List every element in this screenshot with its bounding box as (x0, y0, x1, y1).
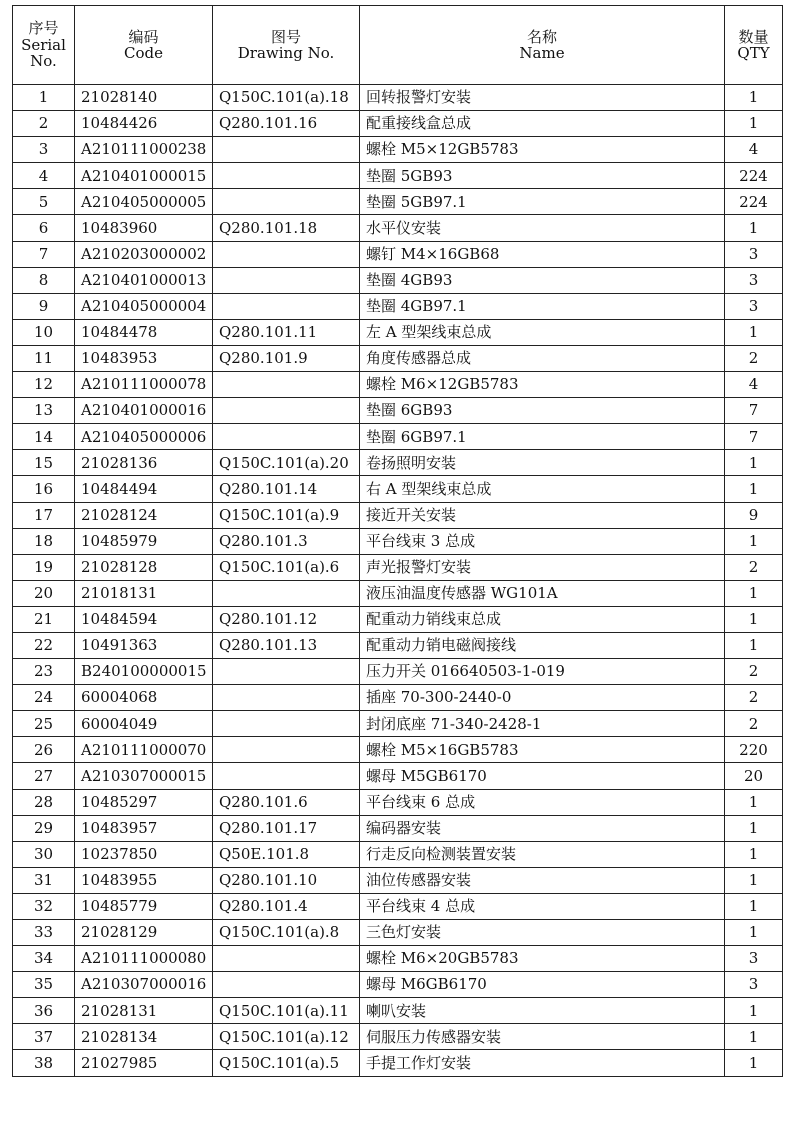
qty-cell: 1 (725, 1024, 783, 1050)
table-row (13, 398, 783, 424)
name-cell: 右 A 型架线束总成 (360, 476, 725, 502)
name-cell: 配重接线盒总成 (360, 111, 725, 137)
serial-cell: 6 (13, 215, 75, 241)
qty-cell: 1 (725, 580, 783, 606)
serial-cell: 29 (13, 815, 75, 841)
code-cell: 10483957 (75, 815, 213, 841)
code-cell: 10484478 (75, 319, 213, 345)
serial-cell: 31 (13, 867, 75, 893)
serial-cell: 1 (13, 85, 75, 111)
code-cell: 21028136 (75, 450, 213, 476)
name-cell: 垫圈 6GB97.1 (360, 424, 725, 450)
drawing-no-cell: Q280.101.3 (213, 528, 360, 554)
code-cell: 10483960 (75, 215, 213, 241)
qty-cell: 4 (725, 137, 783, 163)
table-row (13, 920, 783, 946)
table-row (13, 659, 783, 685)
code-cell: 21028134 (75, 1024, 213, 1050)
table-row (13, 476, 783, 502)
code-cell: 60004068 (75, 685, 213, 711)
drawing-no-cell: Q150C.101(a).5 (213, 1050, 360, 1076)
serial-cell: 7 (13, 241, 75, 267)
code-cell: 21028140 (75, 85, 213, 111)
drawing-no-cell (213, 189, 360, 215)
code-cell: A210405000004 (75, 293, 213, 319)
serial-cell: 32 (13, 893, 75, 919)
name-cell: 平台线束 3 总成 (360, 528, 725, 554)
drawing-no-cell (213, 659, 360, 685)
table-row (13, 946, 783, 972)
code-cell: A210405000006 (75, 424, 213, 450)
code-cell: A210111000080 (75, 946, 213, 972)
drawing-no-cell: Q150C.101(a).11 (213, 998, 360, 1024)
drawing-no-cell (213, 685, 360, 711)
code-cell: A210307000016 (75, 972, 213, 998)
header-serial: 序号 Serial No. (13, 6, 75, 85)
qty-cell: 1 (725, 815, 783, 841)
qty-cell: 3 (725, 946, 783, 972)
name-cell: 角度传感器总成 (360, 345, 725, 371)
name-cell: 压力开关 016640503-1-019 (360, 659, 725, 685)
table-row (13, 293, 783, 319)
drawing-no-cell (213, 580, 360, 606)
serial-cell: 16 (13, 476, 75, 502)
qty-cell: 2 (725, 659, 783, 685)
code-cell: 10483953 (75, 345, 213, 371)
qty-cell: 2 (725, 685, 783, 711)
code-cell: 10485297 (75, 789, 213, 815)
serial-cell: 22 (13, 632, 75, 658)
serial-cell: 17 (13, 502, 75, 528)
serial-cell: 11 (13, 345, 75, 371)
code-cell: 21018131 (75, 580, 213, 606)
serial-cell: 18 (13, 528, 75, 554)
qty-cell: 3 (725, 293, 783, 319)
name-cell: 声光报警灯安装 (360, 554, 725, 580)
name-cell: 螺母 M5GB6170 (360, 763, 725, 789)
name-cell: 螺栓 M5×12GB5783 (360, 137, 725, 163)
table-row (13, 815, 783, 841)
drawing-no-cell: Q280.101.13 (213, 632, 360, 658)
name-cell: 垫圈 4GB97.1 (360, 293, 725, 319)
table-row (13, 867, 783, 893)
serial-cell: 24 (13, 685, 75, 711)
table-row (13, 554, 783, 580)
serial-cell: 15 (13, 450, 75, 476)
drawing-no-cell (213, 737, 360, 763)
name-cell: 螺钉 M4×16GB68 (360, 241, 725, 267)
name-cell: 插座 70-300-2440-0 (360, 685, 725, 711)
name-cell: 垫圈 5GB93 (360, 163, 725, 189)
code-cell: A210111000238 (75, 137, 213, 163)
drawing-no-cell: Q150C.101(a).12 (213, 1024, 360, 1050)
name-cell: 行走反向检测装置安装 (360, 841, 725, 867)
serial-cell: 27 (13, 763, 75, 789)
table-row (13, 372, 783, 398)
serial-cell: 19 (13, 554, 75, 580)
code-cell: A210111000078 (75, 372, 213, 398)
code-cell: 10237850 (75, 841, 213, 867)
serial-cell: 34 (13, 946, 75, 972)
parts-table (12, 5, 783, 1077)
code-cell: A210111000070 (75, 737, 213, 763)
drawing-no-cell (213, 763, 360, 789)
table-row (13, 424, 783, 450)
name-cell: 垫圈 6GB93 (360, 398, 725, 424)
qty-cell: 1 (725, 867, 783, 893)
qty-cell: 3 (725, 972, 783, 998)
qty-cell: 3 (725, 267, 783, 293)
serial-cell: 3 (13, 137, 75, 163)
drawing-no-cell: Q150C.101(a).18 (213, 85, 360, 111)
qty-cell: 20 (725, 763, 783, 789)
drawing-no-cell: Q280.101.10 (213, 867, 360, 893)
name-cell: 平台线束 6 总成 (360, 789, 725, 815)
qty-cell: 4 (725, 372, 783, 398)
name-cell: 手提工作灯安装 (360, 1050, 725, 1076)
drawing-no-cell: Q280.101.6 (213, 789, 360, 815)
table-row (13, 345, 783, 371)
drawing-no-cell (213, 372, 360, 398)
qty-cell: 224 (725, 189, 783, 215)
table-row (13, 189, 783, 215)
code-cell: 10484494 (75, 476, 213, 502)
serial-cell: 12 (13, 372, 75, 398)
name-cell: 三色灯安装 (360, 920, 725, 946)
drawing-no-cell (213, 293, 360, 319)
table-row (13, 85, 783, 111)
serial-cell: 38 (13, 1050, 75, 1076)
qty-cell: 1 (725, 85, 783, 111)
serial-cell: 25 (13, 711, 75, 737)
qty-cell: 220 (725, 737, 783, 763)
serial-cell: 5 (13, 189, 75, 215)
name-cell: 编码器安装 (360, 815, 725, 841)
name-cell: 螺栓 M6×12GB5783 (360, 372, 725, 398)
code-cell: 10484426 (75, 111, 213, 137)
code-cell: A210401000013 (75, 267, 213, 293)
name-cell: 垫圈 4GB93 (360, 267, 725, 293)
code-cell: 21028129 (75, 920, 213, 946)
serial-cell: 33 (13, 920, 75, 946)
name-cell: 垫圈 5GB97.1 (360, 189, 725, 215)
name-cell: 螺母 M6GB6170 (360, 972, 725, 998)
drawing-no-cell (213, 424, 360, 450)
table-row (13, 632, 783, 658)
serial-cell: 8 (13, 267, 75, 293)
qty-cell: 1 (725, 450, 783, 476)
name-cell: 螺栓 M6×20GB5783 (360, 946, 725, 972)
code-cell: A210401000016 (75, 398, 213, 424)
table-row (13, 737, 783, 763)
serial-cell: 2 (13, 111, 75, 137)
code-cell: 21027985 (75, 1050, 213, 1076)
qty-cell: 1 (725, 893, 783, 919)
code-cell: 10483955 (75, 867, 213, 893)
qty-cell: 2 (725, 345, 783, 371)
table-row (13, 163, 783, 189)
code-cell: 60004049 (75, 711, 213, 737)
drawing-no-cell: Q280.101.4 (213, 893, 360, 919)
qty-cell: 2 (725, 554, 783, 580)
drawing-no-cell (213, 398, 360, 424)
table-row (13, 528, 783, 554)
name-cell: 油位传感器安装 (360, 867, 725, 893)
code-cell: 10485979 (75, 528, 213, 554)
qty-cell: 1 (725, 789, 783, 815)
qty-cell: 1 (725, 998, 783, 1024)
qty-cell: 7 (725, 398, 783, 424)
name-cell: 左 A 型架线束总成 (360, 319, 725, 345)
table-row (13, 1050, 783, 1076)
qty-cell: 1 (725, 319, 783, 345)
table-header (13, 6, 783, 85)
serial-cell: 4 (13, 163, 75, 189)
serial-cell: 37 (13, 1024, 75, 1050)
serial-cell: 13 (13, 398, 75, 424)
table-row (13, 711, 783, 737)
drawing-no-cell: Q150C.101(a).20 (213, 450, 360, 476)
code-cell: 21028128 (75, 554, 213, 580)
qty-cell: 1 (725, 920, 783, 946)
qty-cell: 1 (725, 111, 783, 137)
serial-cell: 36 (13, 998, 75, 1024)
drawing-no-cell (213, 946, 360, 972)
drawing-no-cell: Q150C.101(a).6 (213, 554, 360, 580)
drawing-no-cell (213, 163, 360, 189)
table-row (13, 580, 783, 606)
serial-cell: 30 (13, 841, 75, 867)
code-cell: A210405000005 (75, 189, 213, 215)
header-qty: 数量 QTY (725, 6, 783, 85)
serial-cell: 26 (13, 737, 75, 763)
table-row (13, 1024, 783, 1050)
table-row (13, 998, 783, 1024)
code-cell: 21028124 (75, 502, 213, 528)
drawing-no-cell (213, 711, 360, 737)
qty-cell: 1 (725, 841, 783, 867)
serial-cell: 9 (13, 293, 75, 319)
qty-cell: 1 (725, 632, 783, 658)
table-row (13, 319, 783, 345)
name-cell: 配重动力销线束总成 (360, 606, 725, 632)
code-cell: A210203000002 (75, 241, 213, 267)
qty-cell: 1 (725, 606, 783, 632)
qty-cell: 9 (725, 502, 783, 528)
qty-cell: 7 (725, 424, 783, 450)
name-cell: 螺栓 M5×16GB5783 (360, 737, 725, 763)
serial-cell: 21 (13, 606, 75, 632)
code-cell: B240100000015 (75, 659, 213, 685)
drawing-no-cell: Q150C.101(a).8 (213, 920, 360, 946)
name-cell: 喇叭安装 (360, 998, 725, 1024)
table-row (13, 111, 783, 137)
drawing-no-cell: Q50E.101.8 (213, 841, 360, 867)
serial-cell: 14 (13, 424, 75, 450)
qty-cell: 1 (725, 476, 783, 502)
code-cell: 21028131 (75, 998, 213, 1024)
name-cell: 伺服压力传感器安装 (360, 1024, 725, 1050)
serial-cell: 10 (13, 319, 75, 345)
serial-cell: 35 (13, 972, 75, 998)
header-code: 编码 Code (75, 6, 213, 85)
code-cell: A210307000015 (75, 763, 213, 789)
drawing-no-cell: Q280.101.12 (213, 606, 360, 632)
drawing-no-cell (213, 972, 360, 998)
table-row (13, 972, 783, 998)
qty-cell: 3 (725, 241, 783, 267)
qty-cell: 1 (725, 1050, 783, 1076)
code-cell: A210401000015 (75, 163, 213, 189)
qty-cell: 224 (725, 163, 783, 189)
table-row (13, 789, 783, 815)
serial-cell: 28 (13, 789, 75, 815)
name-cell: 卷扬照明安装 (360, 450, 725, 476)
name-cell: 封闭底座 71-340-2428-1 (360, 711, 725, 737)
table-row (13, 893, 783, 919)
table-row (13, 606, 783, 632)
name-cell: 接近开关安装 (360, 502, 725, 528)
code-cell: 10484594 (75, 606, 213, 632)
drawing-no-cell: Q280.101.14 (213, 476, 360, 502)
qty-cell: 1 (725, 528, 783, 554)
table-row (13, 241, 783, 267)
name-cell: 配重动力销电磁阀接线 (360, 632, 725, 658)
qty-cell: 1 (725, 215, 783, 241)
table-row (13, 215, 783, 241)
table-row (13, 137, 783, 163)
drawing-no-cell: Q280.101.18 (213, 215, 360, 241)
header-name: 名称 Name (360, 6, 725, 85)
code-cell: 10485779 (75, 893, 213, 919)
table-row (13, 841, 783, 867)
drawing-no-cell: Q280.101.9 (213, 345, 360, 371)
drawing-no-cell: Q280.101.17 (213, 815, 360, 841)
serial-cell: 23 (13, 659, 75, 685)
header-drawing: 图号 Drawing No. (213, 6, 360, 85)
serial-cell: 20 (13, 580, 75, 606)
name-cell: 平台线束 4 总成 (360, 893, 725, 919)
code-cell: 10491363 (75, 632, 213, 658)
drawing-no-cell (213, 241, 360, 267)
drawing-no-cell: Q280.101.16 (213, 111, 360, 137)
table-row (13, 763, 783, 789)
drawing-no-cell (213, 267, 360, 293)
table-row (13, 502, 783, 528)
drawing-no-cell: Q150C.101(a).9 (213, 502, 360, 528)
qty-cell: 2 (725, 711, 783, 737)
drawing-no-cell (213, 137, 360, 163)
name-cell: 液压油温度传感器 WG101A (360, 580, 725, 606)
table-row (13, 267, 783, 293)
drawing-no-cell: Q280.101.11 (213, 319, 360, 345)
name-cell: 水平仪安装 (360, 215, 725, 241)
table-row (13, 685, 783, 711)
name-cell: 回转报警灯安装 (360, 85, 725, 111)
table-row (13, 450, 783, 476)
table-body (13, 85, 783, 1077)
